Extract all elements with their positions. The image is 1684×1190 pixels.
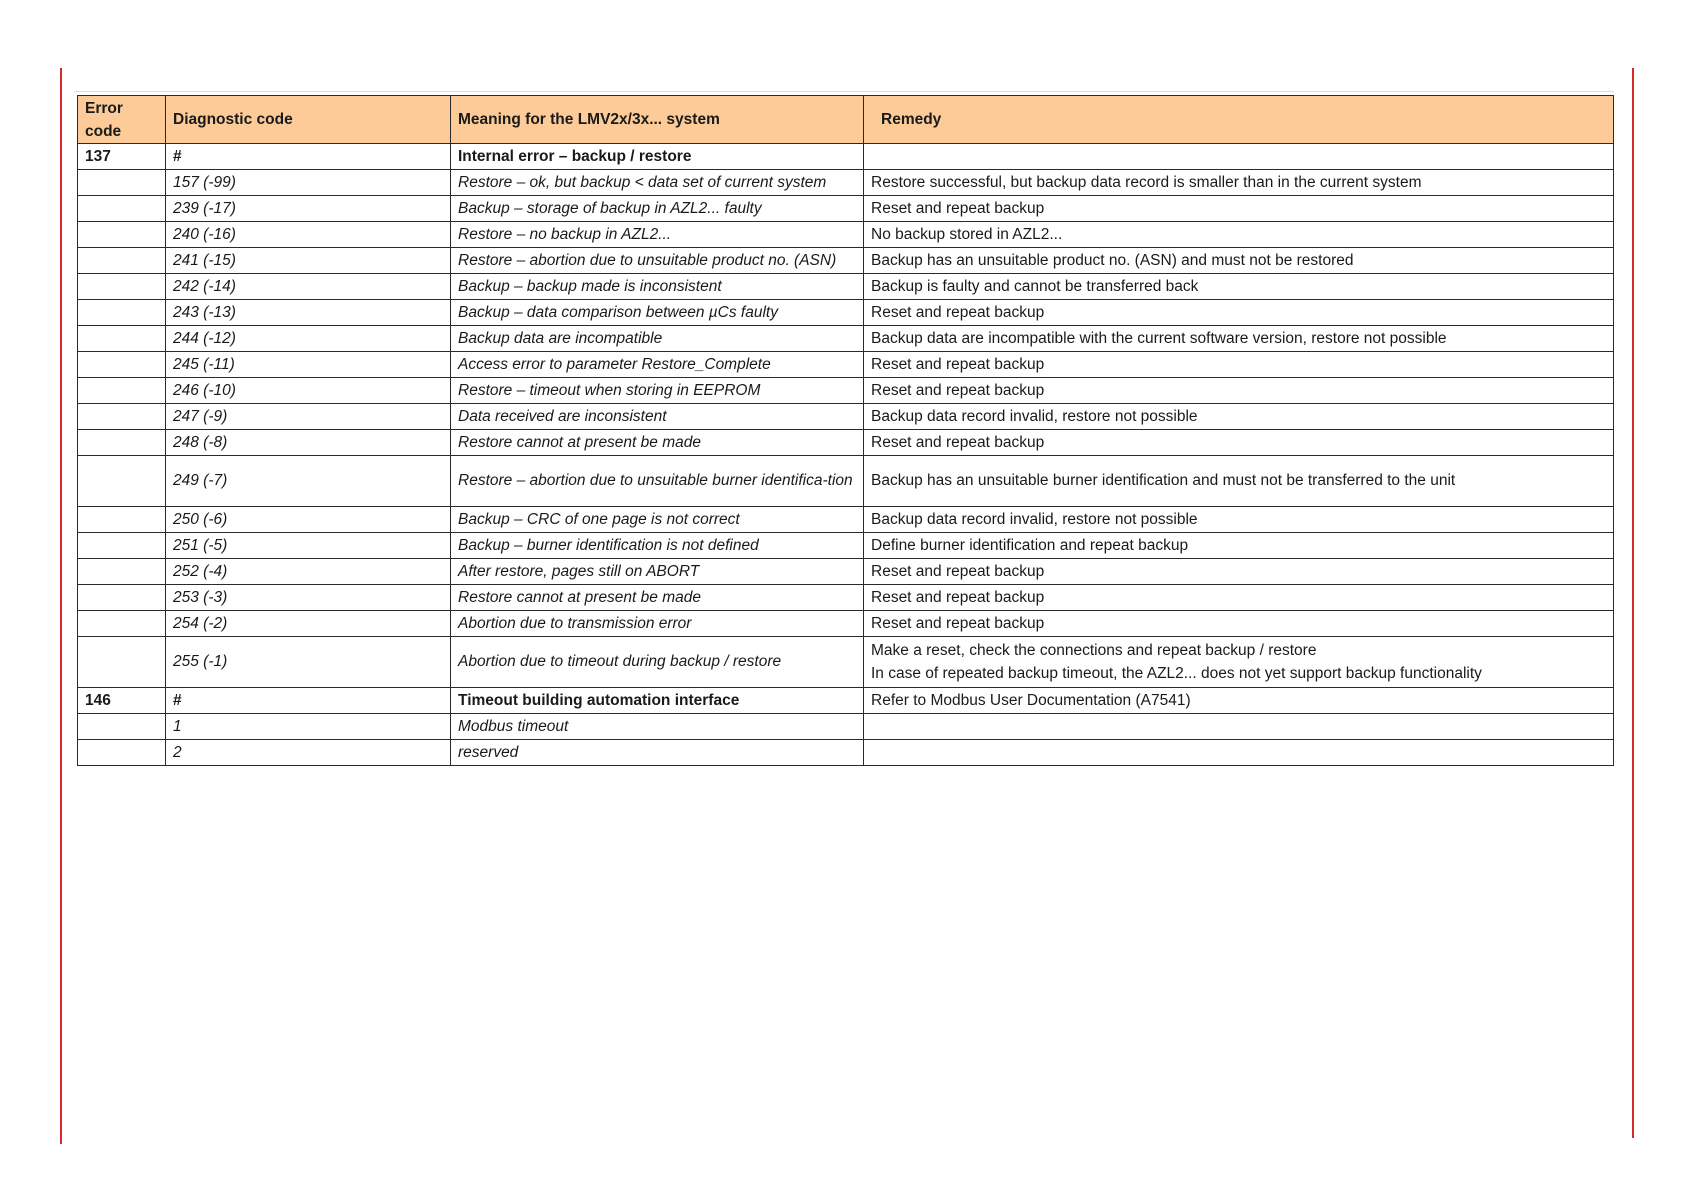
remedy-line: In case of repeated backup timeout, the AZL2... does not yet support backup functionality (871, 665, 1482, 682)
meaning-cell: Abortion due to transmission error (451, 611, 864, 637)
error-code-cell (78, 714, 166, 740)
diagnostic-code-cell: 252 (-4) (166, 559, 451, 585)
table-row (78, 378, 1614, 404)
error-code-cell (78, 533, 166, 559)
table-row (78, 611, 1614, 637)
error-code-cell (78, 559, 166, 585)
remedy-cell: Restore successful, but backup data record is smaller than in the current system (864, 170, 1614, 196)
header-remedy: Remedy (864, 96, 1614, 144)
meaning-cell: Restore – abortion due to unsuitable burner identifica-tion (451, 456, 864, 507)
diagnostic-code-cell: 157 (-99) (166, 170, 451, 196)
remedy-cell (864, 740, 1614, 766)
meaning-cell: Abortion due to timeout during backup / restore (451, 637, 864, 688)
table-row (78, 430, 1614, 456)
error-code-cell (78, 326, 166, 352)
meaning-cell: Restore – ok, but backup < data set of current system (451, 170, 864, 196)
remedy-cell: Reset and repeat backup (864, 300, 1614, 326)
table-row (78, 222, 1614, 248)
table-row (78, 326, 1614, 352)
table-row (78, 740, 1614, 766)
meaning-cell: Internal error – backup / restore (451, 144, 864, 170)
table-row (78, 274, 1614, 300)
error-code-cell (78, 248, 166, 274)
diagnostic-code-cell: 251 (-5) (166, 533, 451, 559)
table-row (78, 507, 1614, 533)
error-code-cell: 146 (78, 688, 166, 714)
meaning-cell: Restore – abortion due to unsuitable product no. (ASN) (451, 248, 864, 274)
remedy-cell (864, 637, 1614, 688)
error-code-cell (78, 456, 166, 507)
error-code-cell (78, 507, 166, 533)
table-row (78, 559, 1614, 585)
error-code-table-container (74, 91, 1614, 766)
diagnostic-code-cell: 244 (-12) (166, 326, 451, 352)
remedy-cell: Refer to Modbus User Documentation (A7541) (864, 688, 1614, 714)
remedy-cell: Define burner identification and repeat backup (864, 533, 1614, 559)
meaning-cell: Backup – burner identification is not defined (451, 533, 864, 559)
table-row (78, 533, 1614, 559)
table-row (78, 714, 1614, 740)
remedy-cell (864, 144, 1614, 170)
table-row (78, 352, 1614, 378)
diagnostic-code-cell: 1 (166, 714, 451, 740)
diagnostic-code-cell: 240 (-16) (166, 222, 451, 248)
remedy-cell: Reset and repeat backup (864, 585, 1614, 611)
diagnostic-code-cell: 249 (-7) (166, 456, 451, 507)
meaning-cell: Backup – CRC of one page is not correct (451, 507, 864, 533)
error-code-cell (78, 637, 166, 688)
meaning-cell: Data received are inconsistent (451, 404, 864, 430)
remedy-cell: Reset and repeat backup (864, 352, 1614, 378)
table-row (78, 637, 1614, 688)
error-code-cell (78, 196, 166, 222)
group-row-137 (78, 144, 1614, 170)
page-margin-line-left (60, 68, 62, 1144)
diagnostic-code-cell: 239 (-17) (166, 196, 451, 222)
table-row (78, 170, 1614, 196)
error-code-cell (78, 274, 166, 300)
diagnostic-code-cell: 255 (-1) (166, 637, 451, 688)
meaning-cell: Access error to parameter Restore_Complete (451, 352, 864, 378)
group-row-146 (78, 688, 1614, 714)
error-code-cell (78, 170, 166, 196)
meaning-cell: Restore cannot at present be made (451, 430, 864, 456)
diagnostic-code-cell: 246 (-10) (166, 378, 451, 404)
meaning-cell: Timeout building automation interface (451, 688, 864, 714)
remedy-cell: Backup data are incompatible with the current software version, restore not possible (864, 326, 1614, 352)
error-code-cell (78, 585, 166, 611)
meaning-cell: Restore – timeout when storing in EEPROM (451, 378, 864, 404)
table-header-row (78, 96, 1614, 144)
diagnostic-code-cell: 247 (-9) (166, 404, 451, 430)
remedy-cell: No backup stored in AZL2... (864, 222, 1614, 248)
diagnostic-code-cell: 241 (-15) (166, 248, 451, 274)
table-row (78, 404, 1614, 430)
meaning-cell: Modbus timeout (451, 714, 864, 740)
diagnostic-code-cell: 242 (-14) (166, 274, 451, 300)
remedy-cell: Backup data record invalid, restore not possible (864, 507, 1614, 533)
diagnostic-code-cell: 254 (-2) (166, 611, 451, 637)
diagnostic-code-cell: # (166, 144, 451, 170)
remedy-cell: Reset and repeat backup (864, 196, 1614, 222)
diagnostic-code-cell: # (166, 688, 451, 714)
remedy-cell: Reset and repeat backup (864, 378, 1614, 404)
error-code-cell (78, 430, 166, 456)
diagnostic-code-cell: 250 (-6) (166, 507, 451, 533)
error-code-cell (78, 740, 166, 766)
meaning-cell: reserved (451, 740, 864, 766)
error-code-cell (78, 611, 166, 637)
meaning-cell: Backup – data comparison between µCs faulty (451, 300, 864, 326)
meaning-cell: Restore – no backup in AZL2... (451, 222, 864, 248)
remedy-cell: Reset and repeat backup (864, 559, 1614, 585)
error-code-cell (78, 404, 166, 430)
error-code-cell (78, 378, 166, 404)
diagnostic-code-cell: 253 (-3) (166, 585, 451, 611)
remedy-cell: Reset and repeat backup (864, 430, 1614, 456)
header-meaning: Meaning for the LMV2x/3x... system (451, 96, 864, 144)
remedy-cell (864, 714, 1614, 740)
meaning-cell: Backup – backup made is inconsistent (451, 274, 864, 300)
page-margin-line-right (1632, 68, 1634, 1138)
remedy-cell: Backup has an unsuitable burner identification and must not be transferred to the unit (864, 456, 1614, 507)
table-row (78, 456, 1614, 507)
error-code-cell (78, 222, 166, 248)
remedy-cell: Backup has an unsuitable product no. (ASN) and must not be restored (864, 248, 1614, 274)
meaning-cell: Backup – storage of backup in AZL2... faulty (451, 196, 864, 222)
remedy-line: Make a reset, check the connections and repeat backup / restore (871, 642, 1317, 659)
error-code-cell (78, 300, 166, 326)
table-row (78, 585, 1614, 611)
diagnostic-code-cell: 243 (-13) (166, 300, 451, 326)
diagnostic-code-cell: 248 (-8) (166, 430, 451, 456)
table-row (78, 248, 1614, 274)
meaning-cell: Restore cannot at present be made (451, 585, 864, 611)
meaning-cell: After restore, pages still on ABORT (451, 559, 864, 585)
table-row (78, 300, 1614, 326)
remedy-cell: Reset and repeat backup (864, 611, 1614, 637)
header-diagnostic-code: Diagnostic code (166, 96, 451, 144)
diagnostic-code-cell: 245 (-11) (166, 352, 451, 378)
remedy-cell: Backup is faulty and cannot be transferred back (864, 274, 1614, 300)
header-error-code: Error code (78, 96, 166, 144)
meaning-cell: Backup data are incompatible (451, 326, 864, 352)
error-code-cell (78, 352, 166, 378)
diagnostic-code-cell: 2 (166, 740, 451, 766)
error-code-table (77, 95, 1614, 766)
remedy-cell: Backup data record invalid, restore not possible (864, 404, 1614, 430)
table-row (78, 196, 1614, 222)
error-code-cell: 137 (78, 144, 166, 170)
